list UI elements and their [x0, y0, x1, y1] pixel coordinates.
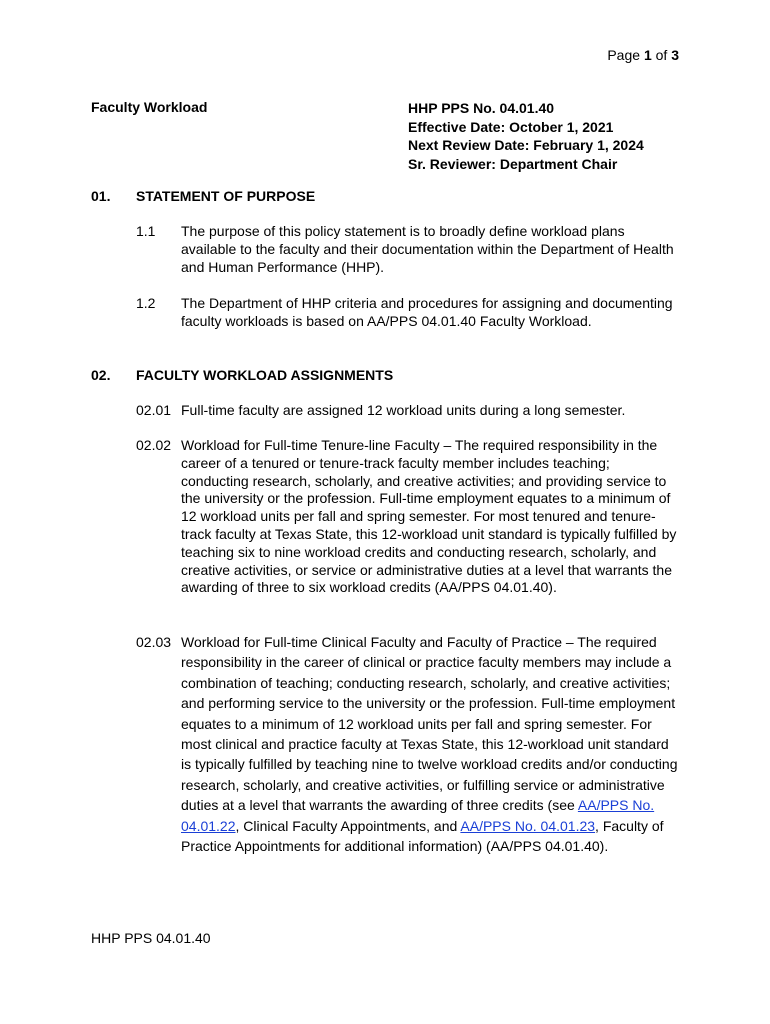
paragraph-02-02: 02.02 Workload for Full-time Tenure-line Faculty – The required responsibility in the career of a tenured or tenure-track faculty member includes teaching; conducting research, scholarly, and creative activities; and providing service to the university or the profession. Full-time employment equates to a minimum of 12 workload units per fall and spring semester. For most tenured and tenure-track faculty at Texas State, this 12-workload unit standard is typically fulfilled by teaching six to nine workload credits and conducting research, scholarly, and creative activities, or service or administrative duties at a level that warrants the awarding of three to six workload credits (AA/PPS 04.01.40).: [136, 437, 677, 596]
pps-number: HHP PPS No. 04.01.40: [408, 100, 555, 116]
paragraph-02-03-text: Workload for Full-time Clinical Faculty and Faculty of Practice – The required responsibility in the career of clinical or practice faculty members may include a combination of teaching; conducting research, scholarly, and creative activities; and performing service to the university or the profession. Full-time employment equates to a minimum of 12 workload units per fall and spring semester. For most clinical and practice faculty at Texas State, this 12-workload unit standard is typically fulfilled by teaching nine to twelve workload credits and/or conducting research, scholarly, and creative activities, or fulfilling service or administrative duties at a level that warrants the awarding of three credits (see AA/PPS No. 04.01.22, Clinical Faculty Appointments, and AA/PPS No. 04.01.23, Faculty of Practice Appointments for additional information) (AA/PPS 04.01.40).: [181, 634, 678, 855]
senior-reviewer: Sr. Reviewer: Department Chair: [408, 155, 618, 172]
page-total: 3: [671, 47, 679, 63]
policy-metadata: [408, 99, 644, 173]
link-aa-pps-04-01-22[interactable]: AA/PPS No. 04.01.22: [181, 797, 655, 834]
page-footer: HHP PPS 04.01.40: [91, 930, 211, 946]
page-current: 1: [643, 47, 652, 63]
paragraph-1-2: 1.2 The Department of HHP criteria and procedures for assigning and documenting faculty workloads is based on AA/PPS 04.01.40 Faculty Workload.: [136, 295, 673, 329]
next-review-date: Next Review Date: February 1, 2024: [408, 137, 644, 153]
document-title: Faculty Workload: [91, 99, 208, 115]
paragraph-1-1: 1.1 The purpose of this policy statement is to broadly define workload plans available to the faculty and their documentation within the Department of Health and Human Performance (HHP).: [136, 223, 674, 275]
section-heading-02: 02. FACULTY WORKLOAD ASSIGNMENTS: [91, 367, 394, 383]
page-of: of: [655, 47, 668, 63]
paragraph-02-03: 02.03 Workload for Full-time Clinical Faculty and Faculty of Practice – The required responsibility in the career of clinical or practice faculty members may include a combination of teaching; conducting research, scholarly, and creative activities; and performing service to the university or the profession. Full-time employment equates to a minimum of 12 workload units per fall and spring semester. For most clinical and practice faculty at Texas State, this 12-workload unit standard is typically fulfilled by teaching nine to twelve workload credits and/or conducting research, scholarly, and creative activities, or fulfilling service or administrative duties at a level that warrants the awarding of three credits (see AA/PPS No. 04.01.22, Clinical Faculty Appointments, and AA/PPS No. 04.01.23, Faculty of Practice Appointments for additional information) (AA/PPS 04.01.40).: [136, 632, 681, 856]
effective-date: Effective Date: October 1, 2021: [408, 118, 614, 135]
paragraph-02-01: 02.01 Full-time faculty are assigned 12 workload units during a long semester.: [136, 402, 626, 418]
link-aa-pps-04-01-23[interactable]: AA/PPS No. 04.01.23: [460, 817, 596, 834]
page-number: [607, 47, 679, 63]
page-prefix: Page: [607, 47, 641, 63]
section-heading-01: 01. STATEMENT OF PURPOSE: [91, 188, 316, 204]
